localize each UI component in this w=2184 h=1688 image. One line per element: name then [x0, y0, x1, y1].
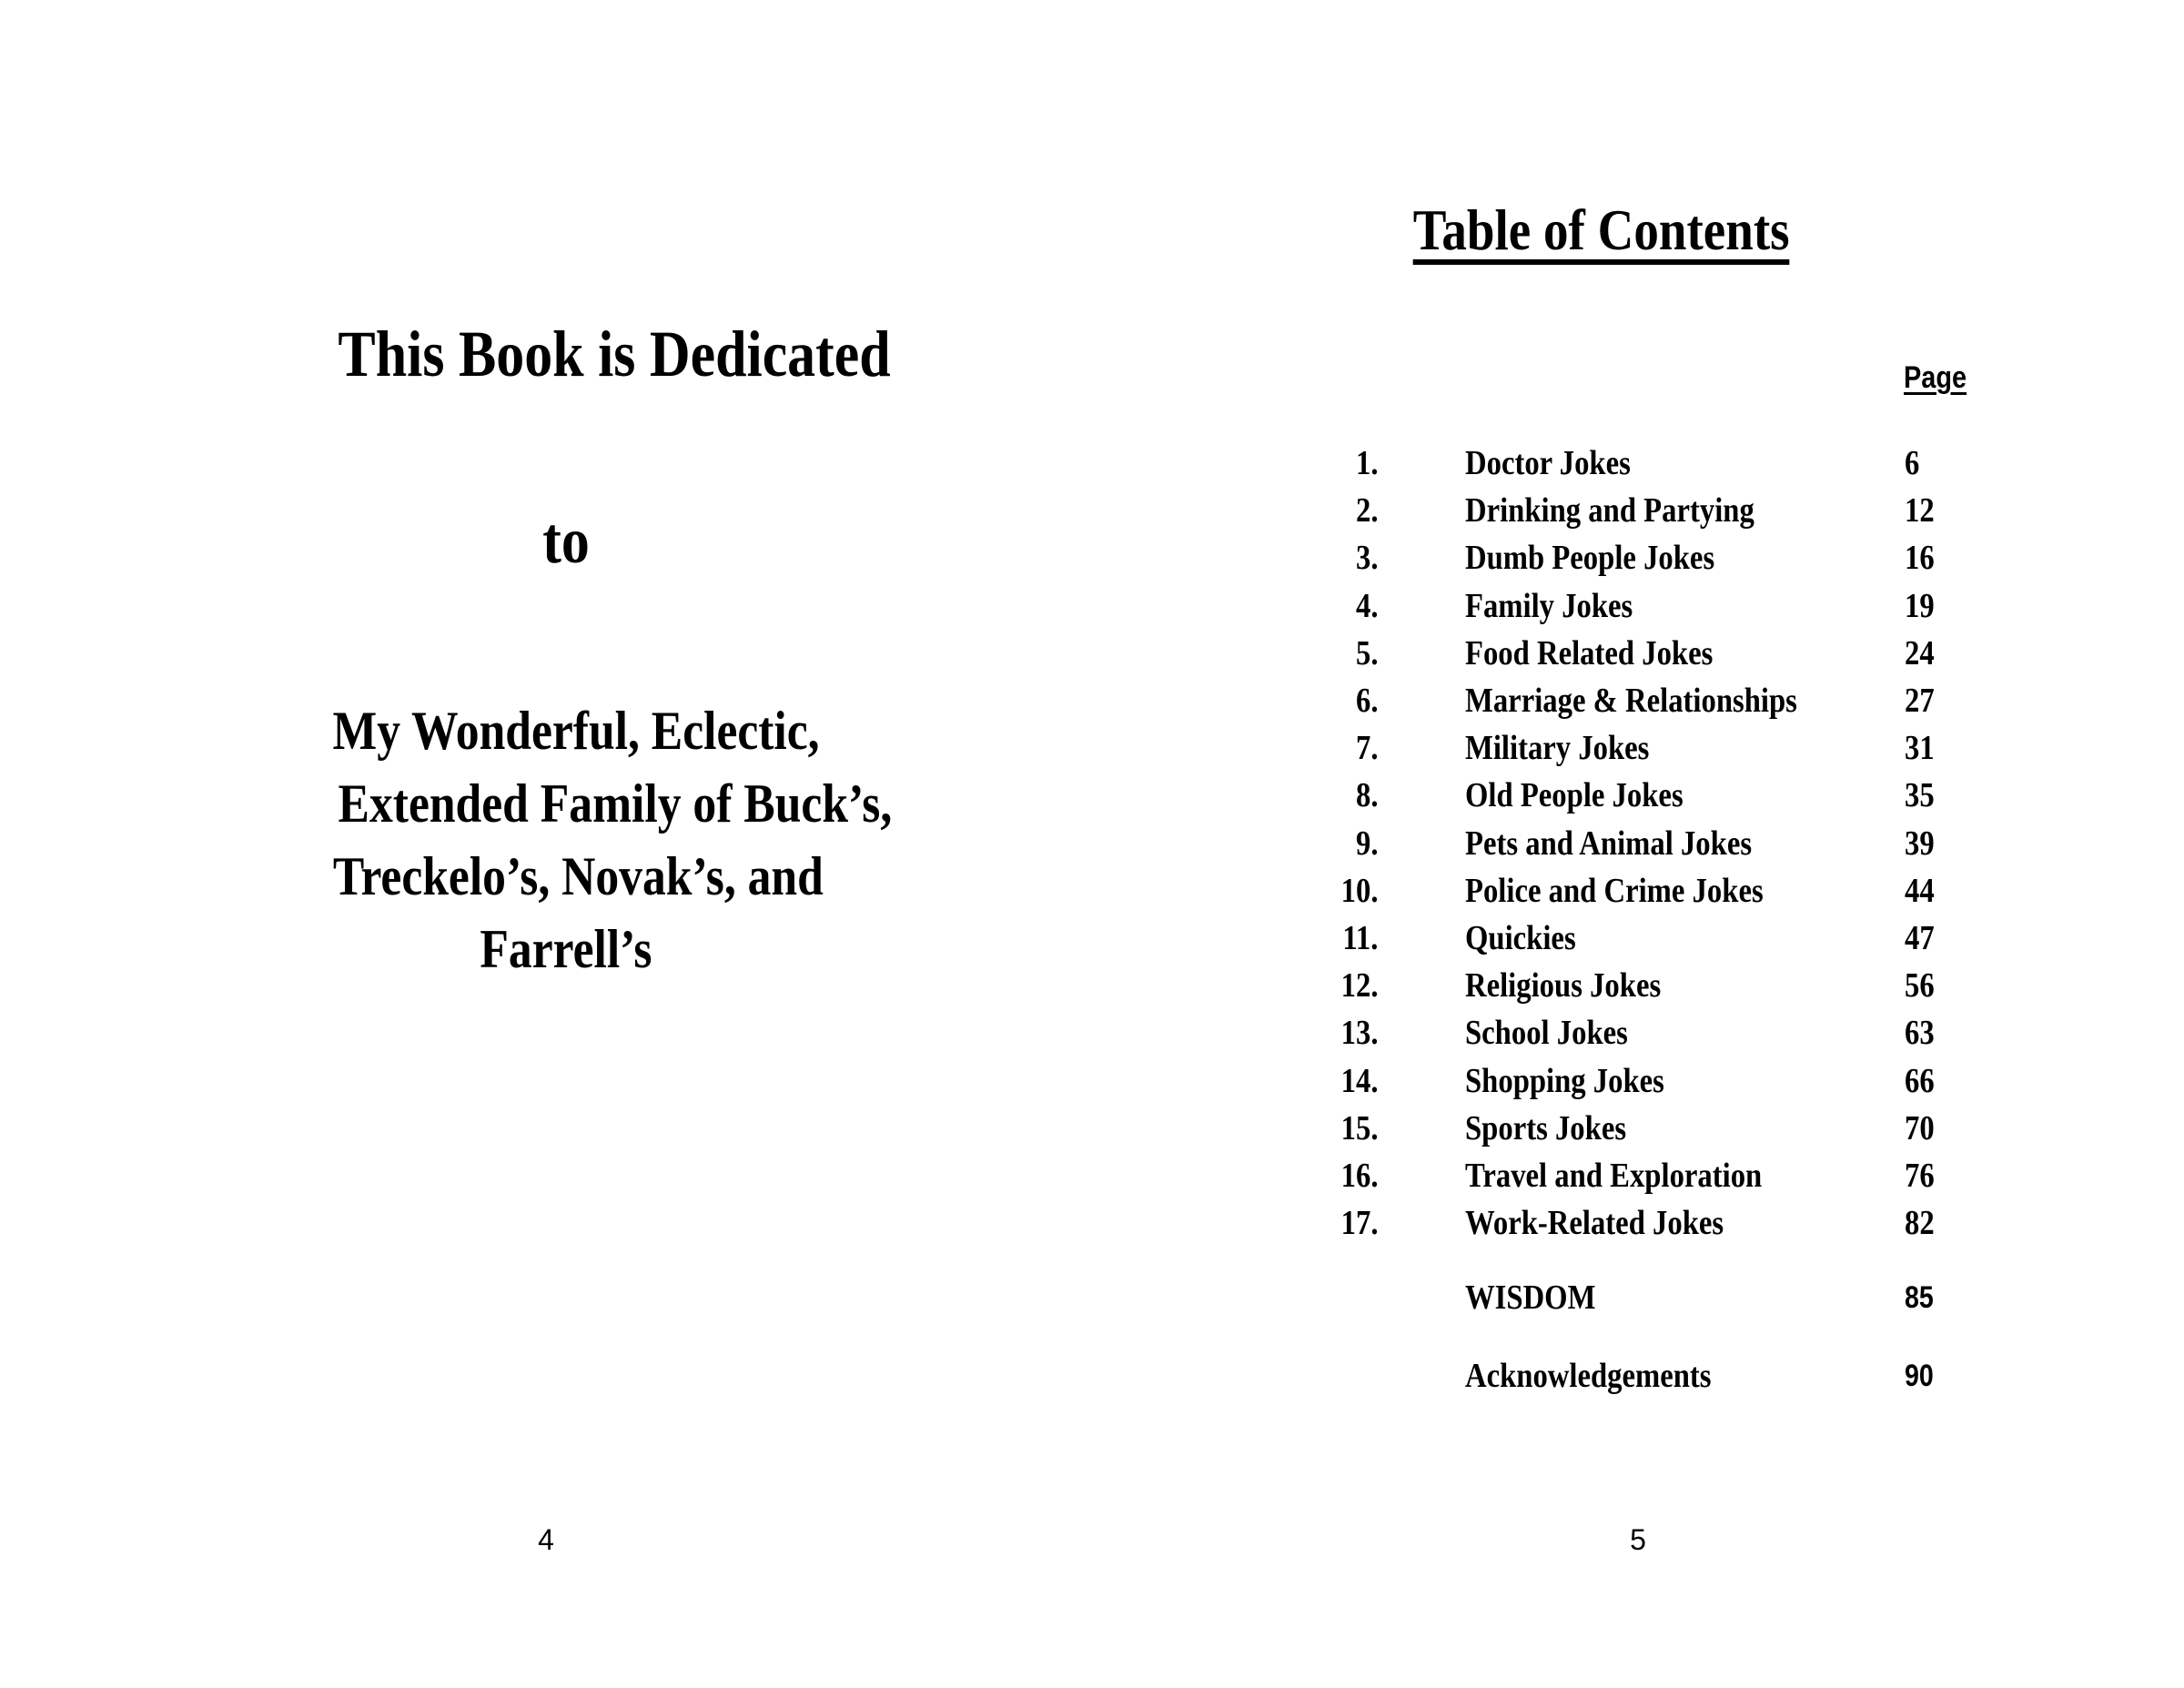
toc-entry[interactable]	[1274, 538, 2002, 577]
toc-entry-page: 12	[1905, 491, 1935, 530]
toc-entry-title: Sports Jokes	[1465, 1109, 1627, 1147]
toc-entry-title: Military Jokes	[1465, 729, 1650, 767]
toc-entry-number: 17.	[1340, 1204, 1378, 1242]
toc-entry-page: 90	[1905, 1359, 1934, 1393]
toc-entry[interactable]	[1274, 918, 2002, 955]
toc-entry-title: Marriage & Relationships	[1465, 682, 1797, 720]
toc-entry[interactable]	[1274, 1156, 2002, 1195]
toc-entry-title: Travel and Exploration	[1465, 1157, 1763, 1195]
toc-entry[interactable]	[1274, 965, 2002, 1005]
toc-entry-page: 39	[1905, 824, 1935, 863]
toc-entry[interactable]	[1274, 681, 2002, 720]
toc-entry-page: 47	[1905, 919, 1935, 957]
toc-entry-title: Drinking and Partying	[1465, 491, 1754, 530]
toc-entry-number: 10.	[1340, 872, 1378, 910]
toc-entry-page: 66	[1905, 1062, 1935, 1100]
dedication-line	[293, 701, 839, 761]
toc-entry[interactable]	[1274, 490, 2002, 530]
toc-entry[interactable]	[1274, 1013, 2002, 1052]
toc-entry-title: Pets and Animal Jokes	[1465, 824, 1753, 863]
toc-entry-number: 15.	[1340, 1109, 1378, 1147]
toc-entry-title: Old People Jokes	[1465, 776, 1684, 814]
toc-title-text: Table of Contents	[1413, 201, 1790, 265]
toc-entry-page: 63	[1905, 1014, 1935, 1052]
toc-title	[1329, 197, 1875, 265]
toc-entry-title: Work-Related Jokes	[1465, 1204, 1724, 1242]
toc-entry[interactable]	[1274, 443, 2002, 480]
toc-entry-acknowledgements[interactable]	[1274, 1356, 2002, 1395]
toc-entry[interactable]	[1274, 1108, 2002, 1145]
toc-entry[interactable]	[1274, 824, 2002, 863]
toc-entry-page: 31	[1905, 729, 1935, 767]
toc-entry-title: School Jokes	[1465, 1014, 1628, 1052]
dedication-line	[293, 919, 839, 979]
toc-entry[interactable]	[1274, 728, 2002, 767]
toc-entry-page: 76	[1905, 1157, 1935, 1195]
toc-entry-number: 14.	[1340, 1062, 1378, 1100]
toc-entry-page: 24	[1905, 634, 1935, 672]
toc-entry-page: 85	[1905, 1280, 1934, 1315]
dedication-line-text: Treckelo’s, Novak’s, and	[332, 846, 824, 906]
dedication-line-text: Farrell’s	[480, 919, 652, 979]
toc-entry-number: 11.	[1341, 919, 1378, 957]
toc-entry-title: WISDOM	[1465, 1279, 1596, 1317]
toc-entry-number: 3.	[1355, 539, 1378, 577]
toc-entry-title: Family Jokes	[1465, 587, 1633, 625]
toc-entry-page: 27	[1905, 682, 1935, 720]
toc-entry-page: 82	[1905, 1204, 1935, 1242]
toc-entry-number: 16.	[1340, 1157, 1378, 1195]
toc-entry-title: Quickies	[1465, 919, 1576, 957]
toc-entry-wisdom[interactable]	[1274, 1278, 2002, 1317]
page-number-left: 4	[538, 1523, 554, 1556]
toc-entry-number: 7.	[1355, 729, 1378, 767]
toc-entry[interactable]	[1274, 586, 2002, 625]
dedication-title	[293, 318, 891, 390]
toc-entry[interactable]	[1274, 775, 2002, 812]
toc-entry[interactable]	[1274, 1203, 2002, 1242]
dedication-line	[293, 846, 839, 906]
toc-entry[interactable]	[1274, 1061, 2002, 1100]
toc-entry-number: 4.	[1355, 587, 1378, 625]
toc-entry[interactable]	[1274, 871, 2002, 910]
dedication-title-text: This Book is Dedicated	[338, 318, 891, 390]
toc-entry-page: 70	[1905, 1109, 1935, 1147]
toc-entry-number: 2.	[1355, 491, 1378, 530]
dedication-line	[293, 773, 893, 834]
toc-entry-page: 19	[1905, 587, 1935, 625]
toc-entry-number: 1.	[1355, 444, 1378, 482]
dedication-to	[293, 504, 839, 577]
toc-entry-page: 16	[1905, 539, 1935, 577]
toc-entry-title: Religious Jokes	[1465, 966, 1662, 1005]
page-number-right: 5	[1630, 1523, 1646, 1556]
toc-entry-page: 44	[1905, 872, 1935, 910]
toc-entry-number: 5.	[1355, 634, 1378, 672]
dedication-line-text: My Wonderful, Eclectic,	[332, 701, 820, 761]
toc-entry-title: Police and Crime Jokes	[1465, 872, 1764, 910]
dedication-to-text: to	[542, 504, 590, 577]
toc-entry-title: Doctor Jokes	[1465, 444, 1631, 482]
toc-entry[interactable]	[1274, 633, 2002, 670]
dedication-line-text: Extended Family of Buck’s,	[338, 773, 893, 834]
toc-entry-number: 9.	[1355, 824, 1378, 863]
toc-entry-title: Dumb People Jokes	[1465, 539, 1715, 577]
toc-entry-number: 13.	[1340, 1014, 1378, 1052]
toc-entry-number: 8.	[1355, 776, 1378, 814]
toc-entry-title: Food Related Jokes	[1465, 634, 1714, 672]
toc-entry-title: Acknowledgements	[1465, 1357, 1712, 1395]
toc-entry-page: 35	[1905, 776, 1935, 814]
toc-entry-page: 56	[1905, 966, 1935, 1005]
toc-entry-page: 6	[1905, 444, 1920, 482]
toc-entry-title: Shopping Jokes	[1465, 1062, 1664, 1100]
page-column-header: Page	[1904, 360, 1967, 395]
toc-entry-number: 12.	[1340, 966, 1378, 1005]
toc-entry-number: 6.	[1355, 682, 1378, 720]
